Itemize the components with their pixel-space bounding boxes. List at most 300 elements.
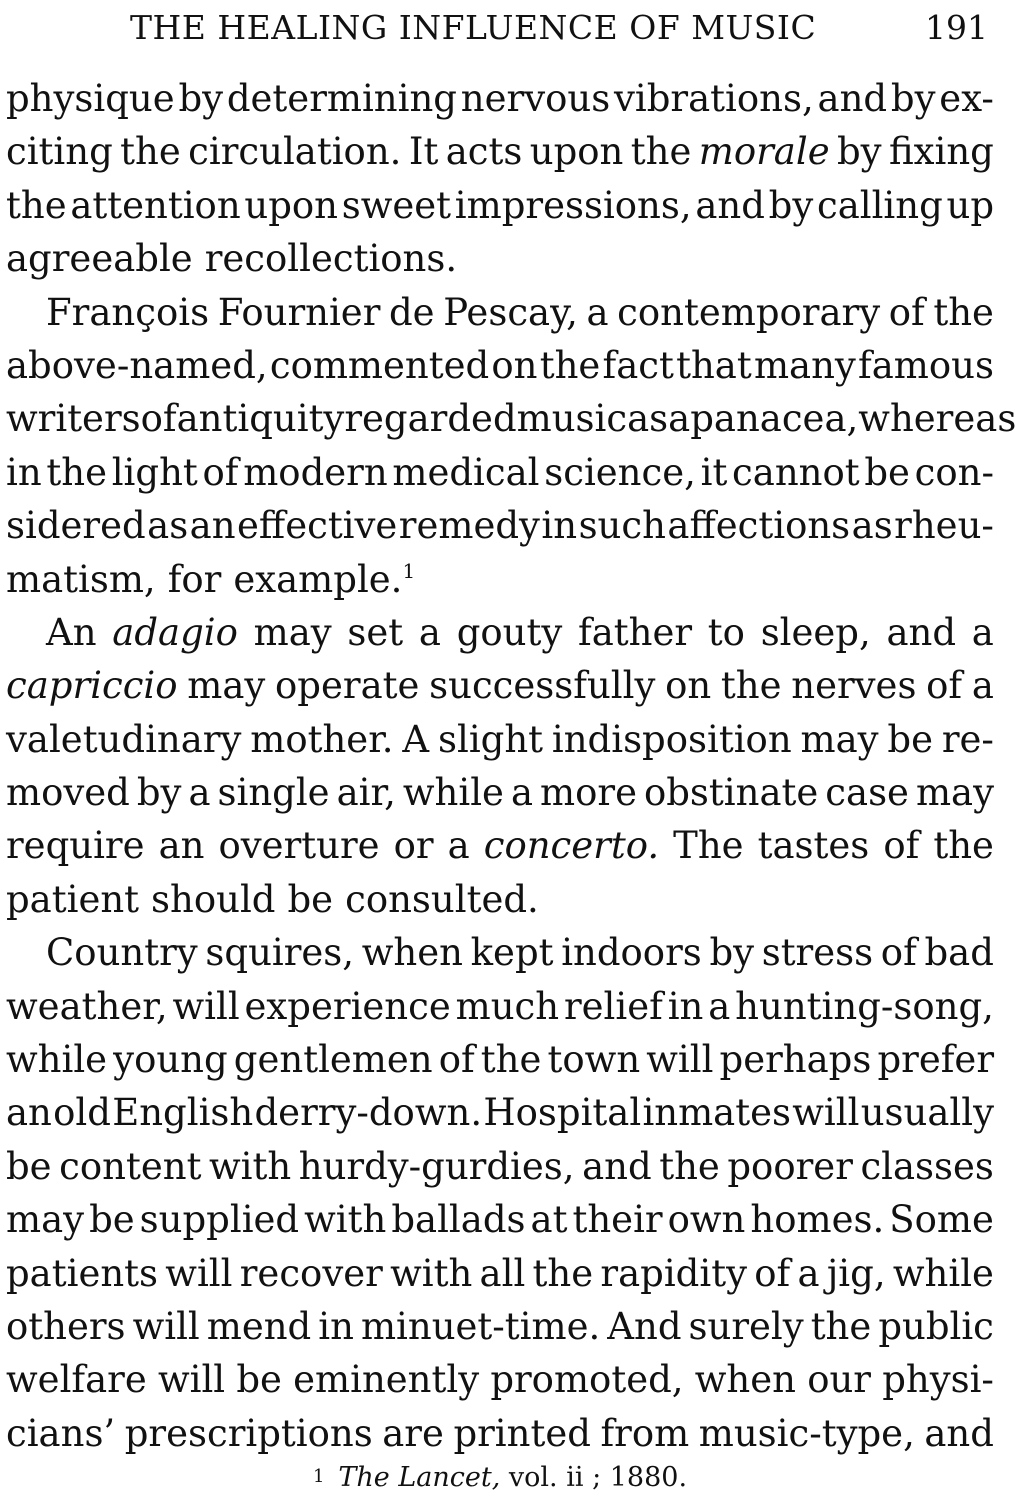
word-text: usually bbox=[860, 1091, 994, 1135]
word bbox=[46, 926, 198, 979]
word bbox=[665, 659, 711, 712]
word-text: old bbox=[53, 1091, 111, 1135]
word bbox=[972, 606, 994, 659]
word-text: upon bbox=[529, 130, 624, 174]
word-text: their bbox=[572, 1198, 663, 1242]
word-text: the bbox=[539, 343, 601, 387]
word bbox=[720, 1033, 872, 1086]
word bbox=[6, 819, 145, 872]
word bbox=[668, 392, 690, 445]
word bbox=[207, 1300, 312, 1353]
word-text: physique bbox=[6, 77, 175, 120]
word bbox=[617, 286, 880, 339]
word-text: from bbox=[600, 1411, 690, 1455]
word bbox=[673, 819, 743, 872]
word-text: successfully bbox=[429, 664, 656, 708]
word-text: remedy bbox=[398, 504, 540, 548]
word bbox=[255, 1086, 483, 1139]
word bbox=[924, 1407, 994, 1460]
word-text: A bbox=[402, 717, 430, 761]
word-text: of bbox=[438, 1038, 475, 1082]
word bbox=[394, 819, 434, 872]
word-text: be bbox=[887, 717, 933, 761]
word-text: own bbox=[667, 1198, 746, 1242]
word-text: above-named, bbox=[6, 343, 268, 387]
word bbox=[112, 1086, 253, 1139]
word-text: sleep, bbox=[760, 610, 871, 654]
word-text: medical bbox=[392, 450, 540, 494]
footnote bbox=[0, 1462, 1000, 1493]
word-text: the bbox=[810, 1304, 872, 1348]
word bbox=[133, 1300, 200, 1353]
word-text: English bbox=[112, 1091, 254, 1135]
word-text: contemporary bbox=[617, 290, 881, 334]
word-text: kept bbox=[470, 931, 554, 975]
word bbox=[708, 980, 730, 1033]
text-line bbox=[6, 1407, 994, 1460]
word bbox=[168, 553, 222, 606]
word-text: an bbox=[158, 824, 205, 868]
word bbox=[270, 339, 489, 392]
text-line bbox=[6, 286, 994, 339]
word bbox=[883, 819, 919, 872]
word-text: agreeable bbox=[6, 237, 193, 281]
word-text: when bbox=[694, 1358, 796, 1402]
word bbox=[646, 1033, 713, 1086]
text-line bbox=[6, 1353, 994, 1406]
word-text: the bbox=[46, 450, 107, 494]
italic-word bbox=[484, 819, 659, 872]
word-text: when bbox=[361, 931, 463, 975]
word bbox=[972, 659, 994, 712]
word-text: ballads bbox=[391, 1198, 526, 1242]
word bbox=[708, 606, 745, 659]
word-text: while bbox=[6, 1038, 108, 1082]
word-text: in bbox=[541, 504, 578, 548]
word bbox=[147, 499, 188, 552]
word bbox=[721, 659, 782, 712]
word bbox=[318, 1300, 354, 1353]
word-text: recollections. bbox=[204, 237, 458, 281]
word bbox=[190, 499, 236, 552]
italic-word bbox=[112, 606, 238, 659]
word-text: patient bbox=[6, 877, 140, 921]
word bbox=[219, 819, 380, 872]
word-text: by bbox=[709, 931, 755, 975]
word-text: Fournier bbox=[217, 290, 381, 334]
word-text: patients bbox=[6, 1251, 159, 1295]
word-text: will bbox=[132, 1304, 200, 1348]
word-text: with bbox=[390, 1251, 473, 1295]
word bbox=[187, 659, 265, 712]
word-text: be bbox=[287, 877, 334, 921]
word bbox=[6, 1086, 52, 1139]
word bbox=[607, 1300, 681, 1353]
word bbox=[402, 713, 429, 766]
word-text: be bbox=[864, 450, 910, 494]
word bbox=[391, 1193, 525, 1246]
word-text: citing bbox=[6, 130, 113, 174]
word bbox=[151, 873, 275, 926]
word bbox=[234, 1033, 433, 1086]
word-text: of bbox=[754, 1251, 791, 1295]
word bbox=[695, 1353, 796, 1406]
word bbox=[304, 1193, 386, 1246]
word bbox=[419, 606, 441, 659]
word-text: hurdy-gurdies, bbox=[298, 1144, 575, 1188]
word bbox=[245, 980, 451, 1033]
word bbox=[644, 766, 818, 819]
word-text: the bbox=[933, 290, 994, 334]
word-text: minuet-time. bbox=[360, 1304, 601, 1348]
word bbox=[6, 232, 193, 285]
word-text: by bbox=[136, 771, 182, 815]
word-text: example. bbox=[233, 557, 403, 601]
word bbox=[6, 713, 241, 766]
word-text: an bbox=[189, 504, 236, 548]
word-text: effective bbox=[237, 504, 398, 548]
word bbox=[889, 286, 925, 339]
word bbox=[600, 1407, 689, 1460]
word bbox=[6, 1140, 52, 1193]
word bbox=[858, 339, 994, 392]
word-text: sweet bbox=[341, 183, 452, 227]
word bbox=[125, 1407, 373, 1460]
word bbox=[293, 1353, 479, 1406]
word-text: a bbox=[971, 610, 994, 654]
word bbox=[735, 980, 994, 1033]
word bbox=[531, 1193, 568, 1246]
word bbox=[403, 766, 504, 819]
word-text: while bbox=[402, 771, 504, 815]
word bbox=[6, 446, 42, 499]
word-text: air, bbox=[336, 771, 396, 815]
word-text: will bbox=[157, 1358, 226, 1402]
word bbox=[6, 1407, 115, 1460]
word bbox=[811, 1300, 872, 1353]
word bbox=[205, 926, 354, 979]
word bbox=[448, 819, 470, 872]
word bbox=[429, 659, 655, 712]
word-text: inmates bbox=[642, 1091, 791, 1135]
word-text: a bbox=[971, 664, 994, 708]
word bbox=[689, 1300, 804, 1353]
word-text: affections bbox=[667, 504, 851, 548]
word bbox=[361, 1300, 600, 1353]
word-text: determining bbox=[226, 77, 457, 120]
word bbox=[53, 1086, 111, 1139]
word-text: impressions, bbox=[454, 183, 692, 227]
word-text: poorer bbox=[727, 1144, 853, 1188]
text-line bbox=[6, 1086, 994, 1139]
word bbox=[915, 446, 994, 499]
word bbox=[540, 766, 637, 819]
text-line bbox=[6, 980, 994, 1033]
running-head-title: THE HEALING INFLUENCE OF MUSIC bbox=[130, 8, 817, 47]
word-text: a bbox=[188, 771, 211, 815]
word bbox=[817, 179, 943, 232]
word bbox=[882, 1353, 994, 1406]
word-text: light bbox=[111, 450, 198, 494]
word-text: tastes bbox=[757, 824, 870, 868]
word-text: the bbox=[6, 183, 67, 227]
word bbox=[439, 1033, 475, 1086]
word bbox=[825, 766, 909, 819]
word bbox=[240, 1247, 383, 1300]
word bbox=[159, 819, 205, 872]
word-text: prefer bbox=[877, 1038, 994, 1082]
word-text: a bbox=[418, 610, 441, 654]
word-text: gouty bbox=[456, 610, 563, 654]
word-text: be bbox=[6, 1144, 52, 1188]
text-line bbox=[6, 339, 994, 392]
word-text: music-type, bbox=[698, 1411, 915, 1455]
word bbox=[344, 392, 516, 445]
word bbox=[443, 286, 578, 339]
word-text: for bbox=[167, 557, 222, 601]
word-text: And bbox=[607, 1304, 682, 1348]
word bbox=[137, 766, 182, 819]
word bbox=[237, 499, 397, 552]
text-line bbox=[6, 125, 994, 178]
word-text: may bbox=[6, 1198, 85, 1242]
word-text: the bbox=[532, 1251, 594, 1295]
word bbox=[112, 446, 198, 499]
word-text: in bbox=[6, 450, 42, 494]
word-text: commented bbox=[269, 343, 490, 387]
word bbox=[70, 179, 240, 232]
word-text: morale bbox=[698, 130, 830, 174]
word bbox=[299, 1140, 575, 1193]
word bbox=[659, 1140, 720, 1193]
word-text: nerves bbox=[791, 664, 917, 708]
word-text: up bbox=[946, 183, 994, 227]
word-text: and bbox=[695, 183, 765, 227]
word bbox=[446, 125, 523, 178]
word-text: operate bbox=[275, 664, 420, 708]
word-text: by bbox=[178, 77, 224, 120]
word-text: ex- bbox=[939, 77, 994, 120]
word-text: matism, bbox=[6, 557, 156, 601]
word bbox=[552, 713, 792, 766]
text-line bbox=[6, 553, 994, 606]
word-text: as bbox=[627, 397, 669, 441]
word bbox=[858, 392, 1016, 445]
word-text: all bbox=[479, 1251, 526, 1295]
word bbox=[926, 659, 962, 712]
word bbox=[942, 713, 994, 766]
word-text: stress bbox=[761, 931, 874, 975]
word-text: and bbox=[886, 610, 957, 654]
word-text: promoted, bbox=[490, 1358, 684, 1402]
word bbox=[933, 286, 994, 339]
word bbox=[701, 446, 728, 499]
word bbox=[362, 926, 463, 979]
word bbox=[769, 179, 814, 232]
word bbox=[6, 1353, 147, 1406]
word bbox=[517, 392, 627, 445]
word bbox=[727, 1140, 853, 1193]
word-text: regarded bbox=[344, 397, 517, 441]
word-text: Pescay, bbox=[443, 290, 578, 334]
word-text: a bbox=[797, 1251, 820, 1295]
text-line bbox=[6, 1140, 994, 1193]
word bbox=[59, 1140, 201, 1193]
word-text: cians’ bbox=[6, 1411, 116, 1455]
word-text: science, bbox=[544, 450, 696, 494]
word-text: perhaps bbox=[719, 1038, 872, 1082]
word bbox=[578, 606, 692, 659]
word bbox=[668, 980, 704, 1033]
text-line bbox=[6, 926, 994, 979]
word-text: and bbox=[924, 1411, 994, 1455]
word bbox=[891, 72, 936, 125]
word bbox=[337, 766, 396, 819]
word-text: by bbox=[890, 77, 936, 120]
word-text: overture bbox=[218, 824, 380, 868]
word bbox=[209, 1140, 291, 1193]
word-text: such bbox=[578, 504, 666, 548]
word bbox=[203, 446, 239, 499]
word bbox=[792, 1086, 859, 1139]
text-line bbox=[6, 1033, 994, 1086]
word-text: of bbox=[926, 664, 963, 708]
word bbox=[864, 446, 910, 499]
word-text: be bbox=[89, 1198, 135, 1242]
word-text: panacea, bbox=[690, 397, 859, 441]
word-text: are bbox=[382, 1411, 444, 1455]
word-text: a bbox=[586, 290, 609, 334]
word-text: a bbox=[510, 771, 534, 815]
word-text: recover bbox=[239, 1251, 383, 1295]
running-head bbox=[0, 8, 1000, 58]
word-text: physi- bbox=[882, 1358, 994, 1402]
word-text: re- bbox=[941, 717, 994, 761]
word-text: of bbox=[883, 824, 920, 868]
word bbox=[933, 819, 994, 872]
word bbox=[6, 339, 268, 392]
word-text: the bbox=[933, 824, 994, 868]
word-text: of bbox=[888, 290, 925, 334]
word-text: and bbox=[582, 1144, 652, 1188]
word bbox=[750, 1193, 884, 1246]
word-text: capriccio bbox=[6, 664, 178, 708]
word bbox=[244, 179, 338, 232]
word bbox=[481, 1033, 542, 1086]
word-text: gentlemen bbox=[233, 1038, 433, 1082]
word-text: public bbox=[878, 1304, 994, 1348]
word-text: an bbox=[6, 1091, 52, 1135]
word-text: fact bbox=[602, 343, 674, 387]
word bbox=[6, 873, 139, 926]
word bbox=[754, 1247, 790, 1300]
word-text: weather, bbox=[6, 984, 168, 1028]
word bbox=[188, 125, 401, 178]
word bbox=[627, 392, 668, 445]
word bbox=[579, 499, 666, 552]
word-text: in bbox=[667, 984, 704, 1028]
word bbox=[113, 1033, 228, 1086]
word bbox=[491, 339, 537, 392]
word bbox=[141, 392, 177, 445]
word bbox=[878, 1300, 994, 1353]
word-text: and bbox=[817, 77, 888, 120]
word bbox=[939, 72, 994, 125]
word bbox=[668, 1193, 746, 1246]
word-text: The bbox=[673, 824, 744, 868]
word-text: calling bbox=[816, 183, 943, 227]
word-text: town bbox=[547, 1038, 641, 1082]
word-text: antiquity bbox=[176, 397, 345, 441]
word-text: con- bbox=[914, 450, 994, 494]
word-text: of bbox=[202, 450, 239, 494]
word bbox=[347, 606, 403, 659]
word-text: indisposition bbox=[551, 717, 792, 761]
word bbox=[6, 1247, 158, 1300]
word bbox=[889, 125, 994, 178]
word bbox=[754, 339, 856, 392]
word-text: Country bbox=[46, 931, 198, 975]
word-text: with bbox=[208, 1144, 292, 1188]
word-text: set bbox=[347, 610, 404, 654]
word-text: modern bbox=[243, 450, 388, 494]
word bbox=[541, 499, 577, 552]
text-line bbox=[6, 446, 994, 499]
word-text: will bbox=[646, 1038, 714, 1082]
word-text: music bbox=[516, 397, 628, 441]
word bbox=[886, 606, 956, 659]
word bbox=[695, 179, 765, 232]
word-text: slight bbox=[438, 717, 544, 761]
word bbox=[540, 339, 601, 392]
word-text: much bbox=[455, 984, 560, 1028]
word bbox=[642, 1086, 791, 1139]
word-text: by bbox=[836, 130, 882, 174]
word-text: fixing bbox=[888, 130, 994, 174]
word-text: mend bbox=[206, 1304, 312, 1348]
italic-word bbox=[6, 659, 178, 712]
word bbox=[762, 926, 873, 979]
word bbox=[603, 339, 674, 392]
word bbox=[801, 713, 879, 766]
word-text: a bbox=[668, 397, 691, 441]
text-line bbox=[6, 606, 994, 659]
word bbox=[89, 1193, 135, 1246]
word-text: single bbox=[217, 771, 330, 815]
word bbox=[46, 606, 97, 659]
word-text: hunting-song, bbox=[735, 984, 994, 1028]
word bbox=[243, 446, 387, 499]
word bbox=[236, 1353, 282, 1406]
word-text: concerto. bbox=[483, 824, 660, 868]
word bbox=[544, 446, 696, 499]
body-text bbox=[6, 72, 1016, 1460]
word bbox=[288, 873, 334, 926]
word-text: obstinate bbox=[643, 771, 819, 815]
word bbox=[254, 606, 332, 659]
word bbox=[188, 766, 210, 819]
word bbox=[586, 286, 608, 339]
word-text: or bbox=[393, 824, 434, 868]
word-text: nervous bbox=[460, 77, 611, 120]
word bbox=[399, 499, 540, 552]
word bbox=[490, 1353, 683, 1406]
word bbox=[392, 446, 539, 499]
word bbox=[227, 72, 457, 125]
word-text: by bbox=[768, 183, 814, 227]
text-line bbox=[6, 1300, 994, 1353]
word bbox=[946, 179, 994, 232]
